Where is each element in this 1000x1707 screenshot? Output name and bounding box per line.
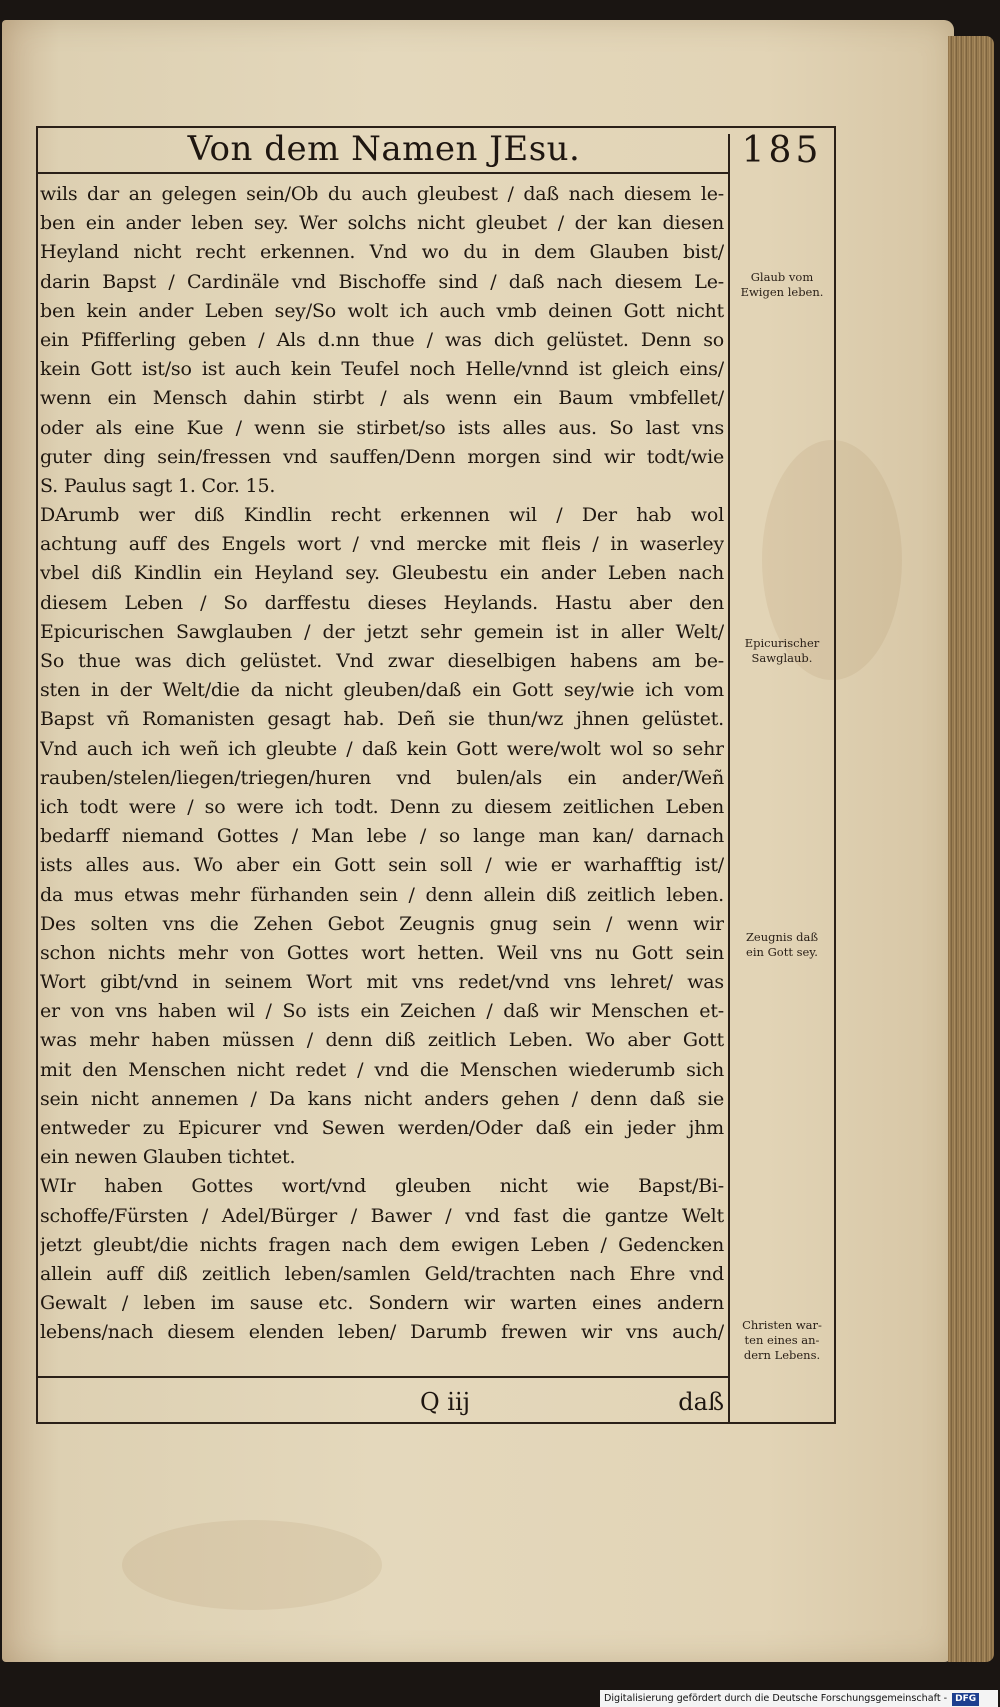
dfg-logo: DFG	[952, 1693, 979, 1706]
text-line: da mus etwas mehr fürhanden sein / denn allein diß zeitlich leben.	[40, 883, 724, 906]
digitization-banner	[600, 1690, 998, 1707]
text-line: S. Paulus sagt 1. Cor. 15.	[40, 474, 276, 497]
catchword: daß	[678, 1388, 724, 1416]
text-line: Des solten vns die Zehen Gebot Zeugnis gnug sein / wenn wir	[40, 912, 724, 935]
margin-note-line: dern Lebens.	[743, 1348, 821, 1362]
text-line: guter ding sein/fressen vnd sauffen/Denn morgen sind wir todt/wie	[40, 445, 724, 468]
margin-note-line: Glaub vom	[750, 270, 814, 284]
margin-note-line: Ewigen leben.	[740, 285, 824, 299]
text-line: schoffe/Fürsten / Adel/Bürger / Bawer / vnd fast die gantze Welt	[40, 1204, 724, 1227]
running-head: Von dem Namen JEsu.	[187, 129, 581, 169]
text-line: schon nichts mehr von Gottes wort hetten. Weil vns nu Gott sein	[40, 941, 724, 964]
margin-note-line: ten eines an-	[744, 1333, 820, 1347]
text-line: ein newen Glauben tichtet.	[40, 1146, 296, 1169]
text-line: wils dar an gelegen sein/Ob du auch gleubest / daß nach diesem le-	[40, 183, 724, 205]
body-text	[40, 180, 724, 1348]
text-line: lebens/nach diesem elenden leben/ Darumb frewen wir vns auch/	[40, 1321, 724, 1344]
text-line: vbel diß Kindlin ein Heyland sey. Gleubestu ein ander Leben nach	[40, 562, 724, 585]
bottom-rule	[36, 1376, 730, 1378]
text-line: sein nicht annemen / Da kans nicht anders gehen / denn daß sie	[40, 1087, 724, 1110]
margin-note	[734, 930, 830, 960]
text-line: Heyland nicht recht erkennen. Vnd wo du in dem Glauben bist/	[40, 241, 724, 264]
text-line: WIr haben Gottes wort/vnd gleuben nicht wie Bapst/Bi-	[40, 1175, 724, 1198]
margin-note-line: ein Gott sey.	[746, 945, 818, 959]
text-line: DArumb wer diß Kindlin recht erkennen wil / Der hab wol	[40, 504, 724, 527]
margin-note-line: Epicurischer	[744, 636, 820, 650]
margin-note-line: Zeugnis daß	[745, 930, 819, 944]
text-line: oder als eine Kue / wenn sie stirbet/so ists alles aus. So last vns	[40, 416, 724, 439]
text-line: sten in der Welt/die da nicht gleuben/daß ein Gott sey/wie ich vom	[40, 679, 724, 702]
text-line: darin Bapst / Cardinäle vnd Bischoffe sind / daß nach diesem Le-	[40, 270, 724, 293]
text-line: rauben/stelen/liegen/triegen/huren vnd bulen/als ein ander/Weñ	[40, 766, 724, 789]
text-line: entweder zu Epicurer vnd Sewen werden/Oder daß ein jeder jhm	[40, 1117, 724, 1139]
head-rule	[36, 172, 730, 174]
text-line: jetzt gleubt/die nichts fragen nach dem ewigen Leben / Gedencken	[40, 1233, 724, 1256]
text-line: ich todt were / so were ich todt. Denn zu diesem zeitlichen Leben	[40, 795, 724, 818]
catchword-row	[40, 1384, 724, 1420]
text-line: wenn ein Mensch dahin stirbt / als wenn ein Baum vmbfellet/	[40, 387, 724, 410]
text-line: So thue was dich gelüstet. Vnd zwar dieselbigen habens am be-	[40, 650, 724, 672]
signature-mark: Q iij	[420, 1388, 471, 1416]
text-line: Wort gibt/vnd in seinem Wort mit vns redet/vnd vns lehret/ was	[40, 971, 724, 994]
text-line: Epicurischen Sawglauben / der jetzt sehr gemein ist in aller Welt/	[40, 620, 724, 643]
text-line: achtung auff des Engels wort / vnd mercke mit fleis / in waserley	[40, 533, 724, 556]
text-line: bedarff niemand Gottes / Man lebe / so lange man kan/ darnach	[40, 825, 724, 848]
text-line: ben ein ander leben sey. Wer solchs nicht gleubet / der kan diesen	[40, 212, 724, 235]
banner-text: Digitalisierung gefördert durch die Deutsche Forschungsgemeinschaft -	[604, 1693, 948, 1704]
margin-note	[734, 1318, 830, 1363]
margin-note	[734, 270, 830, 300]
margin-rule	[728, 134, 730, 1424]
margin-note-line: Christen war-	[742, 1318, 822, 1332]
text-line: ein Pfifferling geben / Als d.nn thue / was dich gelüstet. Denn so	[40, 328, 724, 351]
margin-note-line: Sawglaub.	[751, 651, 813, 665]
margin-note	[734, 636, 830, 666]
page-edges	[948, 36, 994, 1662]
paper-stain	[122, 1520, 382, 1610]
text-line: Bapst vñ Romanisten gesagt hab. Deñ sie thun/wz jhnen gelüstet.	[40, 708, 724, 731]
text-line: kein Gott ist/so ist auch kein Teufel noch Helle/vnnd ist gleich eins/	[40, 358, 724, 381]
text-line: diesem Leben / So darffestu dieses Heylands. Hastu aber den	[40, 591, 724, 614]
text-line: Gewalt / leben im sause etc. Sondern wir warten eines andern	[40, 1292, 724, 1315]
text-line: allein auff diß zeitlich leben/samlen Geld/trachten nach Ehre vnd	[40, 1262, 724, 1285]
text-line: ists alles aus. Wo aber ein Gott sein soll / wie er warhafftig ist/	[40, 854, 724, 877]
text-line: er von vns haben wil / So ists ein Zeichen / daß wir Menschen et-	[40, 1000, 724, 1023]
text-line: Vnd auch ich weñ ich gleubte / daß kein Gott were/wolt wol so sehr	[40, 737, 724, 760]
text-line: ben kein ander Leben sey/So wolt ich auch vmb deinen Gott nicht	[40, 299, 724, 322]
text-line: was mehr haben müssen / denn diß zeitlich Leben. Wo aber Gott	[40, 1029, 724, 1052]
text-line: mit den Menschen nicht redet / vnd die Menschen wiederumb sich	[40, 1058, 724, 1081]
page-number: 185	[741, 130, 823, 171]
